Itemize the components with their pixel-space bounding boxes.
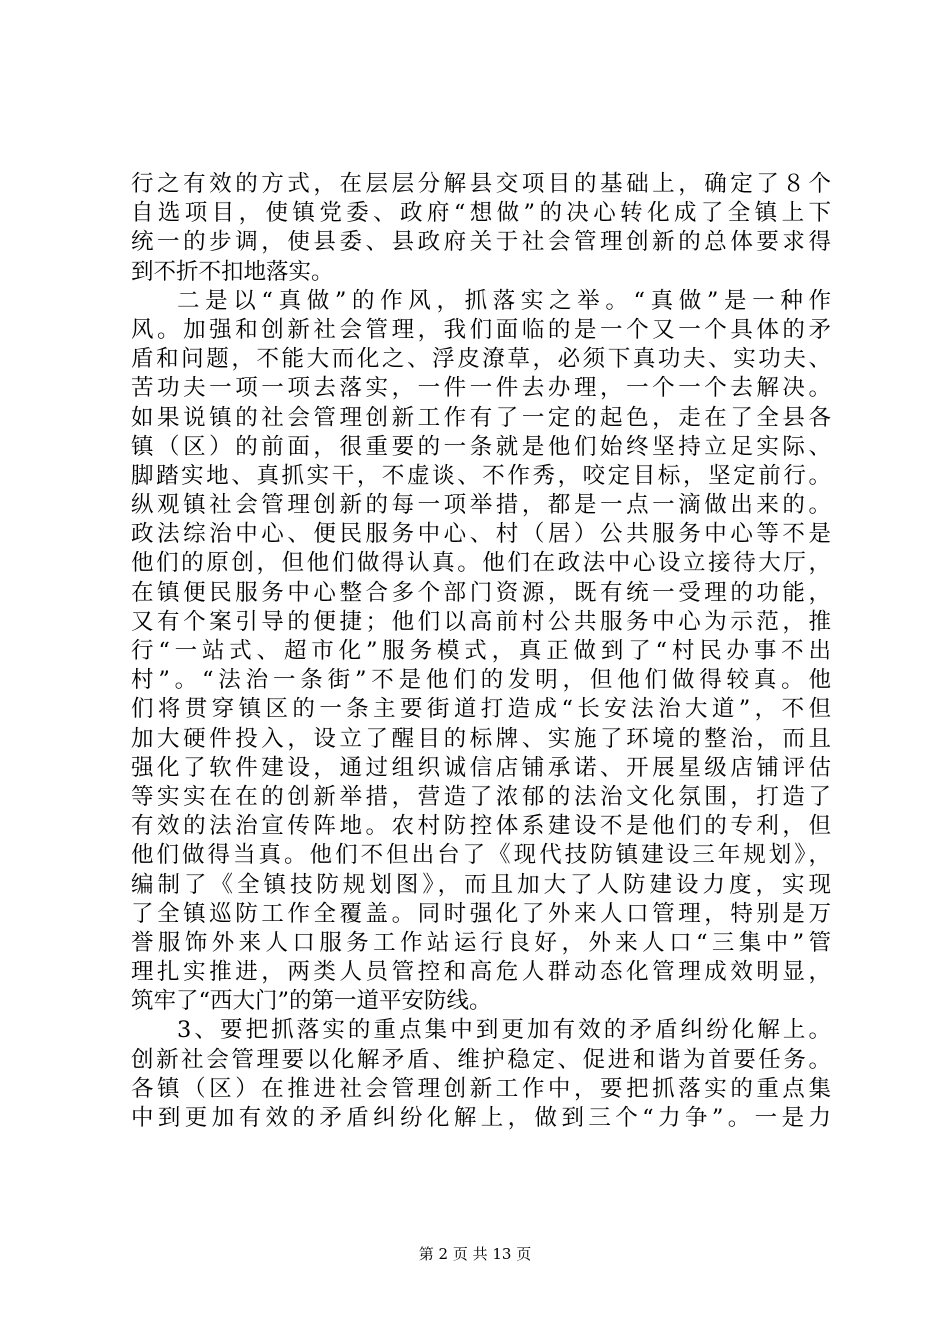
text-line: 创新社会管理要以化解矛盾、维护稳定、促进和谐为首要任务。 [131, 1046, 831, 1073]
text-line: 强化了软件建设，通过组织诚信店铺承诺、开展星级店铺评估 [131, 754, 831, 781]
text-line: 们将贯穿镇区的一条主要街道打造成“长安法治大道”，不但 [131, 696, 831, 723]
text-line: 中到更加有效的矛盾纠纷化解上，做到三个“力争”。一是力 [131, 1105, 831, 1131]
text-line: 行“一站式、超市化”服务模式，真正做到了“村民办事不出 [131, 638, 831, 664]
text-line: 又有个案引导的便捷；他们以高前村公共服务中心为示范，推 [131, 608, 831, 635]
text-line: 筑牢了“西大门”的第一道平安防线。 [131, 988, 492, 1015]
text-line: 他们的原创，但他们做得认真。他们在政法中心设立接待大厅， [131, 550, 831, 577]
text-line: 加大硬件投入，设立了醒目的标牌、实施了环境的整治，而且 [131, 725, 831, 752]
text-line: 自选项目，使镇党委、政府“想做”的决心转化成了全镇上下 [131, 200, 831, 227]
paragraph-start-line: 3、要把抓落实的重点集中到更加有效的矛盾纠纷化解上。 [177, 1017, 831, 1044]
text-line: 编制了《全镇技防规划图》，而且加大了人防建设力度，实现 [131, 871, 831, 898]
text-line: 政法综治中心、便民服务中心、村（居）公共服务中心等不是 [131, 521, 831, 548]
text-line: 在镇便民服务中心整合多个部门资源，既有统一受理的功能， [131, 579, 831, 606]
text-line: 苦功夫一项一项去落实，一件一件去办理，一个一个去解决。 [131, 375, 831, 402]
text-line: 各镇（区）在推进社会管理创新工作中，要把抓落实的重点集 [131, 1075, 831, 1102]
text-line: 脚踏实地、真抓实干，不虚谈、不作秀，咬定目标，坚定前行。 [131, 462, 831, 489]
text-line: 誉服饰外来人口服务工作站运行良好，外来人口“三集中”管 [131, 929, 831, 956]
text-line: 行之有效的方式，在层层分解县交项目的基础上，确定了８个 [131, 171, 831, 197]
text-line: 了全镇巡防工作全覆盖。同时强化了外来人口管理，特别是万 [131, 900, 831, 927]
text-line: 理扎实推进，两类人员管控和高危人群动态化管理成效明显， [131, 959, 831, 986]
text-line: 盾和问题，不能大而化之、浮皮潦草，必须下真功夫、实功夫、 [131, 346, 831, 373]
text-line: 镇（区）的前面，很重要的一条就是他们始终坚持立足实际、 [131, 433, 831, 460]
text-line: 如果说镇的社会管理创新工作有了一定的起色，走在了全县各 [131, 404, 831, 431]
text-line: 到不折不扣地落实。 [131, 258, 334, 285]
text-line: 等实实在在的创新举措，营造了浓郁的法治文化氛围，打造了 [131, 783, 831, 810]
text-line: 统一的步调，使县委、县政府关于社会管理创新的总体要求得 [131, 229, 831, 256]
text-line: 纵观镇社会管理创新的每一项举措，都是一点一滴做出来的。 [131, 492, 831, 519]
paragraph-start-line: 二是以“真做”的作风，抓落实之举。“真做”是一种作 [177, 287, 831, 314]
page-number-footer: 第 2 页 共 13 页 [418, 1245, 532, 1263]
document-body [131, 170, 831, 1133]
text-line: 有效的法治宣传阵地。农村防控体系建设不是他们的专利，但 [131, 813, 831, 840]
text-line: 村”。“法治一条街”不是他们的发明，但他们做得较真。他 [131, 667, 831, 694]
text-line: 风。加强和创新社会管理，我们面临的是一个又一个具体的矛 [131, 316, 831, 343]
text-line: 他们做得当真。他们不但出台了《现代技防镇建设三年规划》， [131, 842, 831, 869]
